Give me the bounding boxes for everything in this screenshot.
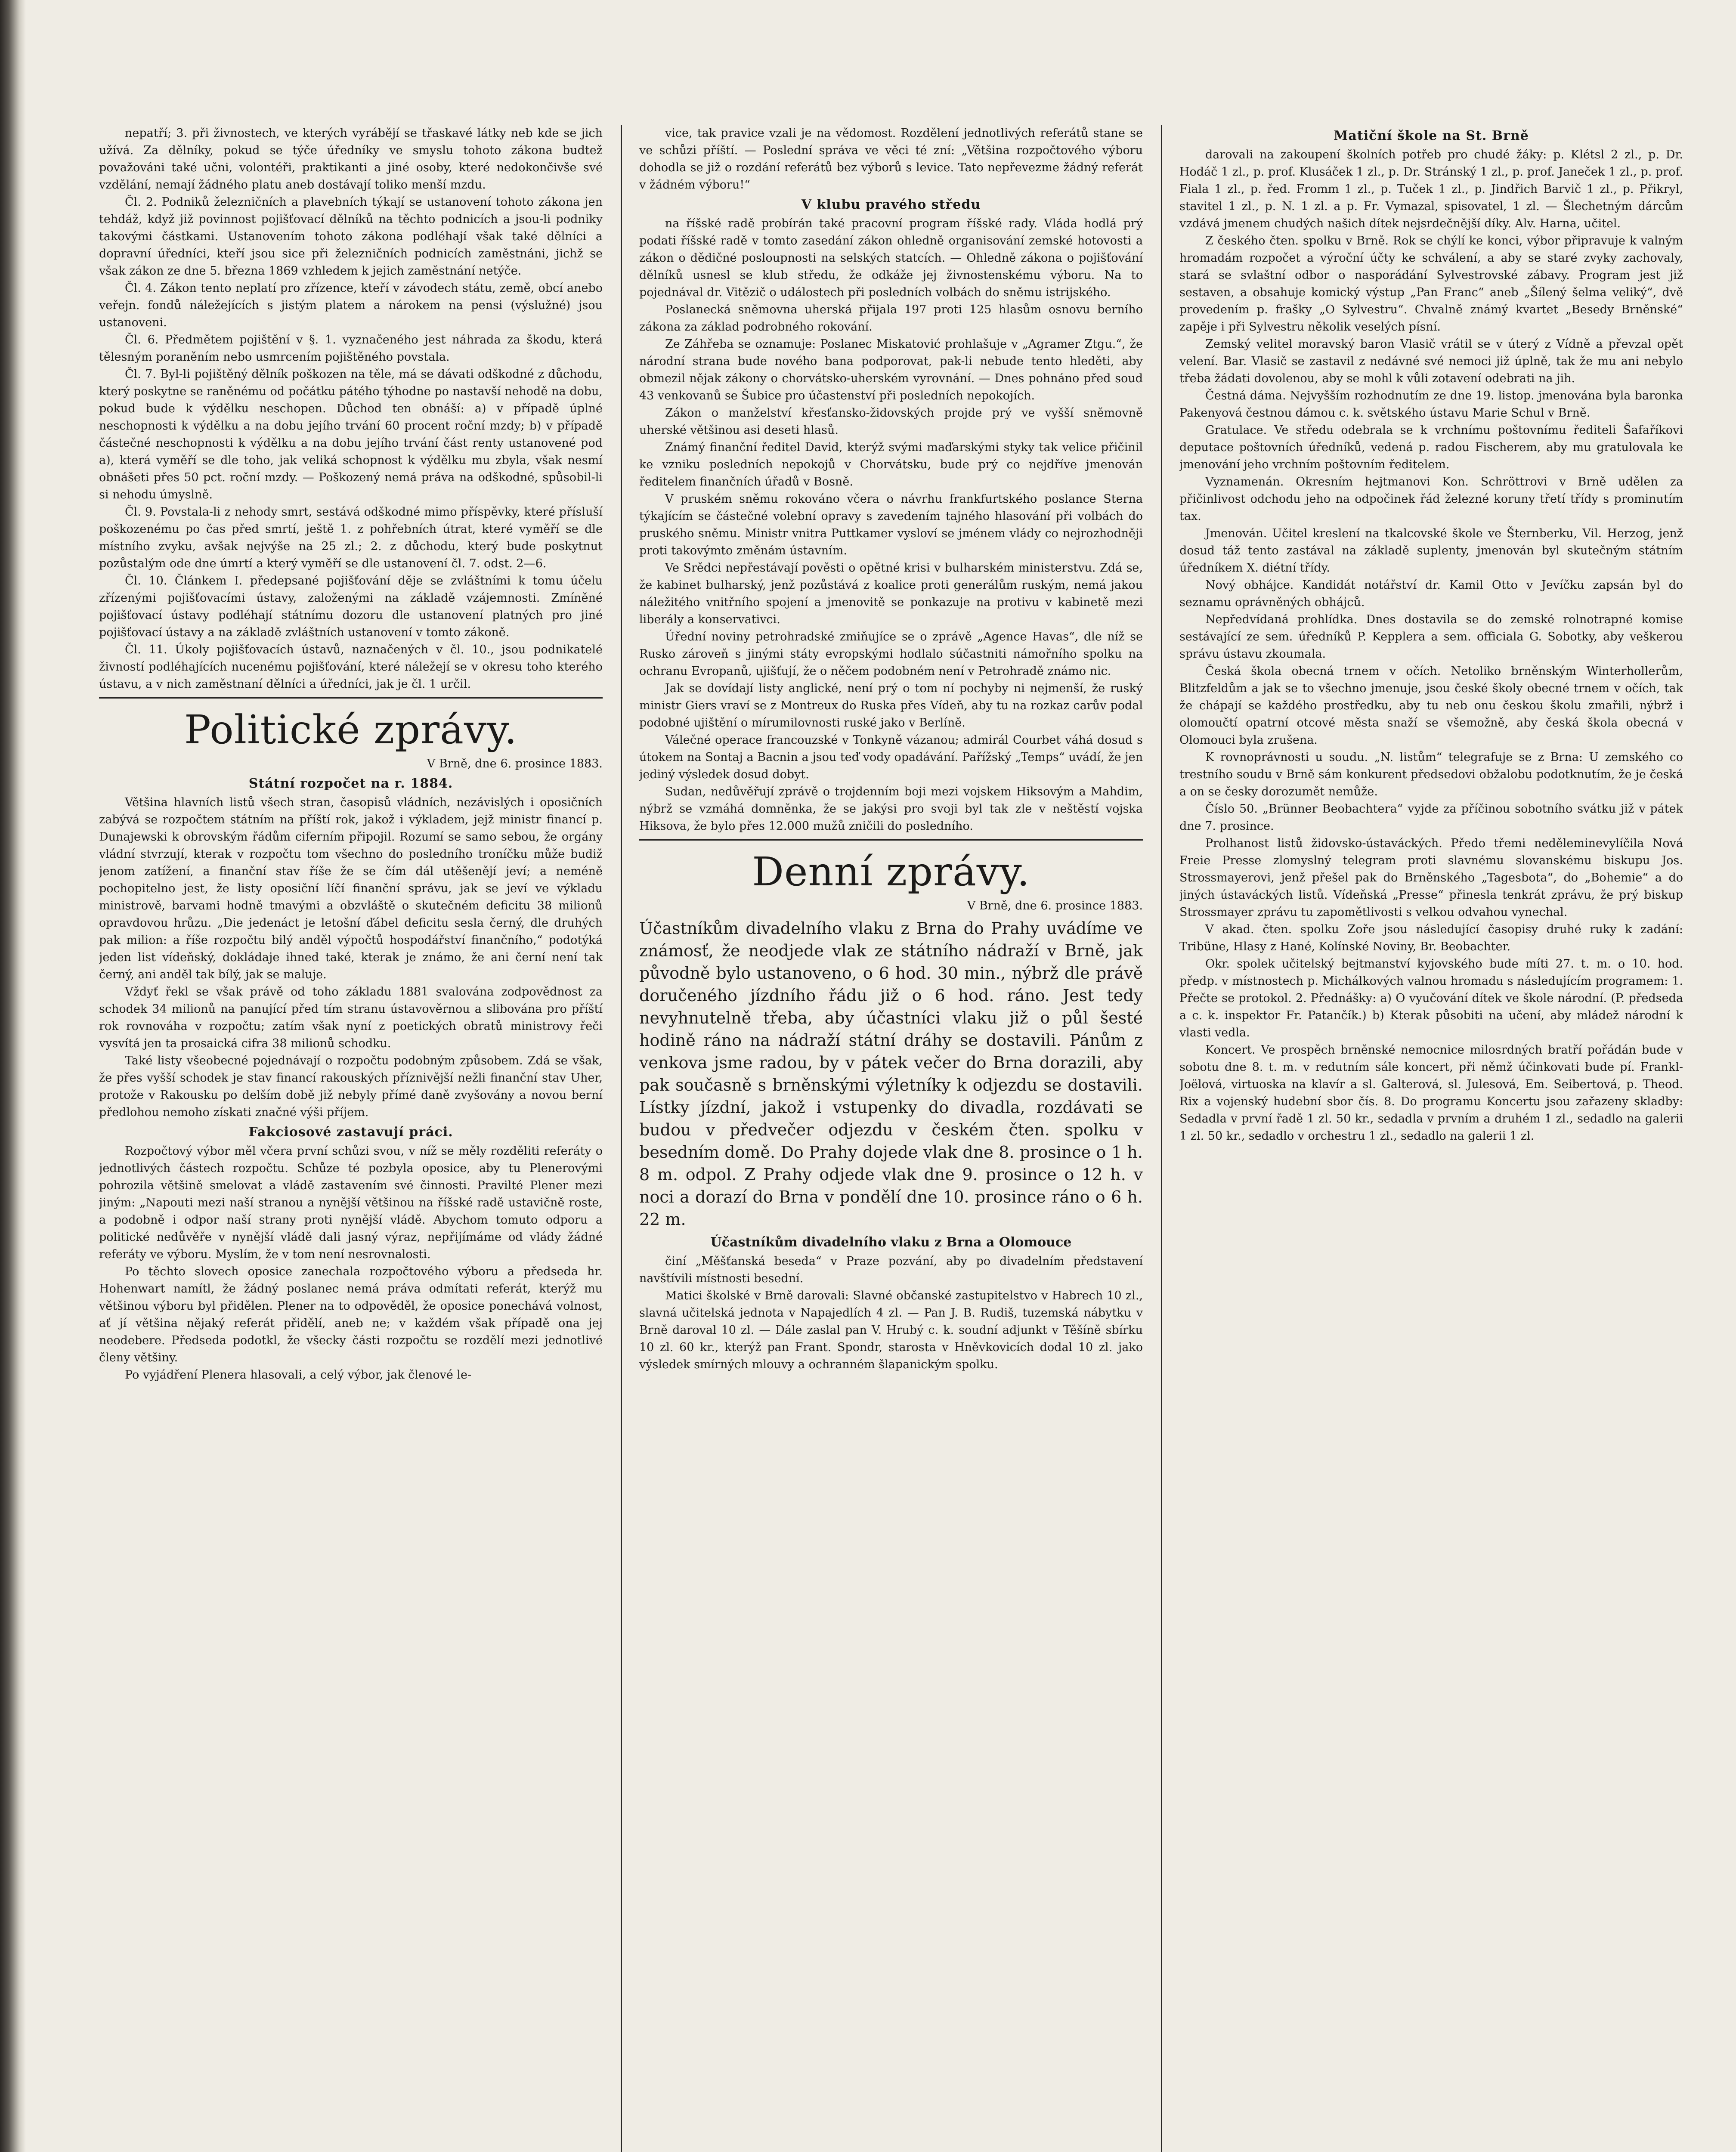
paragraph: Zemský velitel moravský baron Vlasič vrátil se v úterý z Vídně a převzal opět velení. Bar. Vlasič se zastavil z nedávné své nemoci již úplně, tak že mu ani nebylo třeba žádati dovolenou, aby se mohl k vůli zotavení odebrati na jih. (1179, 337, 1683, 385)
paragraph: Zákon o manželství křesťansko-židovských projde prý ve vyšší sněmovně uherské většinou asi deseti hlasů. (639, 406, 1143, 437)
column-1 (99, 125, 603, 2152)
paragraph: Čl. 10. Článkem I. předepsané pojišťování děje se zvláštními k tomu účelu zřízenými pojišťovacími ústavy, založenými na základě vzájemnosti. Zmíněné pojišťovací ústavy podléhají státnímu dozoru dle ustanovení platných pro jiné pojišťovací ústavy a na základě zvláštních ustanovení v tomto zákoně. (99, 574, 603, 639)
paragraph: Čl. 9. Povstala-li z nehody smrt, sestává odškodné mimo příspěvky, které přísluší poškozenému po čas před smrtí, ještě 1. z pohřebních útrat, které vyměří se dle místního zvyku, avšak nejvýše na 25 zl.; 2. z důchodu, který bude poskytnut pozůstalým ode dne úmrtí a který vyměří se dle ustanovení čl. 7. odst. 2—6. (99, 505, 603, 570)
dateline: V Brně, dne 6. prosince 1883. (967, 899, 1143, 912)
paragraph: činí „Měšťanská beseda“ v Praze pozvání, aby po divadelním představení navštívili místnosti besední. (639, 1255, 1143, 1285)
divider (639, 839, 1143, 841)
paragraph: Rozpočtový výbor měl včera první schůzi svou, v níž se měly rozděliti referáty o jednotlivých částech rozpočtu. Schůze té pozbyla oposice, aby tu Plenerovými pohrozila většině smelovat a vládě zastavením své činnosti. Pravilté Plener mezi jiným: „Napouti mezi naší stranou a nynější většinou na říšské radě ustavičně roste, a podobně i odpor naší strany proti nynější vládě. Abychom tomuto odporu a politické nedůvěře v nynější vládě dali jasný výraz, nepřijímáme od vlády žádné referáty ve výboru. Myslím, že v tom není nesrovnalosti. (99, 1144, 603, 1261)
paragraph: Prolhanost listů židovsko-ústaváckých. Předo třemi neděleminevylíčila Nová Freie Presse zlomyslný telegram proti slavnému slovanskému biskupu Jos. Strossmayerovi, jenž přešel pak do Brněnského „Tagesbota“, do „Bohemie“ a do jiných ústaváckých listů. Vídeňská „Presse“ přinesla tenkrát zprávu, že prý biskup Strossmayer zprávu tu zapomětlivosti s velkou odvahou vynechal. (1179, 837, 1683, 919)
paragraph: Vyznamenán. Okresním hejtmanovi Kon. Schröttrovi v Brně udělen za přičinlivost odchodu jeho na odpočinek řád železné koruny třetí třídy s prominutím tax. (1179, 475, 1683, 523)
paragraph: Koncert. Ve prospěch brněnské nemocnice milosrdných bratří pořádán bude v sobotu dne 8. t. m. v redutním sále koncert, při němž účinkovati bude pí. Frankl-Joëlová, virtuoska na klavír a sl. Galterová, sl. Julesová, Em. Seibertová, p. Theod. Rix a vojenský hudební sbor čís. 8. Do programu Koncertu jsou zařazeny skladby: Sedadla v první řadě 1 zl. 50 kr., sedadla v prvním a druhém 1 zl., sedadlo na galerii 1 zl. 50 kr., sedadlo v orchestru 1 zl., sedadlo na galerii 1 zl. (1179, 1043, 1683, 1143)
paragraph: Většina hlavních listů všech stran, časopisů vládních, nezávislých i oposičních zabývá se rozpočtem státním na příští rok, jakož i výkladem, jejž ministr financí p. Dunajewski k obrovským řádům ciferním připojil. Rozumí se samo sebou, že orgány vládní stvrzují, kterak v rozpočtu tom všechno do posledního troníčku může budiž jenom zatížení, a finanční stav říše že se čím dál utěšenějí jeví; a neméně pochopitelno jest, že listy oposiční líčí finanční správu, jak se jeví ve výkladu ministrově, barvami hodně tmavými a obzvláště o skutečném deficitu 38 milionů opravdovou hrůzu. „Die jedenáct je letošní ďábel deficitu sesla černý, dle druhých pak milion: a říše rozpočtu bilý anděl výpočtů hospodářství finančního,“ podotýká jeden list vídeňský, dokládaje ihned také, kterak je známo, že ani černí není tak černý, ani anděl tak bílý, jak se maluje. (99, 796, 603, 981)
paragraph: Také listy všeobecné pojednávají o rozpočtu podobným způsobem. Zdá se však, že přes vyšší schodek je stav financí rakouských příznivější nežli finanční stav Uher, protože v Rakousku po delším době již nebyly přímé daně zvyšovány a novou berní předlohou nemoho získati značné výši příjem. (99, 1054, 603, 1119)
paragraph: Ve Srědci nepřestávají pověsti o opětné krisi v bulharském ministerstvu. Zdá se, že kabinet bulharský, jenž pozůstává z koalice proti generálům ruským, nemá jakou náležitého vnitřního spojení a jmenovitě se ponkazuje na protivu v kabinetě mezi liberály a konservativci. (639, 561, 1143, 626)
paragraph: darovali na zakoupení školních potřeb pro chudé žáky: p. Klétsl 2 zl., p. Dr. Hodáč 1 zl., p. prof. Klusáček 1 zl., p. Dr. Stránský 1 zl., p. prof. Janeček 1 zl., p. prof. Fiala 1 zl., p. řed. Fromm 1 zl., p. Tuček 1 zl., p. Jindřich Barvič 1 zl., p. Přikryl, stavitel 1 zl., p. N. 1 zl. a p. Fr. Vymazal, spisovatel, 1 zl. — Šlechetným dárcům vzdává jmenem chudých našich dítek nejsrdečnější díky. Alv. Harna, učitel. (1179, 148, 1683, 230)
paragraph: Jmenován. Učitel kreslení na tkalcovské škole ve Šternberku, Vil. Herzog, jenž dosud táž tento zastával na základě suplenty, jmenován byl skutečným státním úředníkem X. diétní třídy. (1179, 527, 1683, 575)
paragraph: V pruském sněmu rokováno včera o návrhu frankfurtského poslance Sterna týkajícím se částečné volební opravy s zavedením tajného hlasování při volbách do pruského sněmu. Ministr vnitra Puttkamer vysloví se jménem vlády co nejrozhodněji proti takovýmto změnám ústavním. (639, 492, 1143, 557)
paragraph: Po těchto slovech oposice zanechala rozpočtového výboru a předseda hr. Hohenwart namítl, že žádný poslanec nemá práva odmítati referát, kterýž mu většinou výboru byl přidělen. Plener na to odpověděl, že oposice ponechává volnost, ať jí většina nějaký referát přidělí, aneb ne; v každém však případě ona jej neodebere. Předseda podotkl, že všecky části rozpočtu se rozdělí mezi jednotlivé členy většiny. (99, 1265, 603, 1364)
section-title: Denní zprávy. (752, 849, 1030, 895)
paragraph: V akad. čten. spolku Zoře jsou následující časopisy druhé ruky k zadání: Tribüne, Hlasy z Hané, Kolínské Noviny, Br. Beobachter. (1179, 923, 1683, 953)
paragraph: Sudan, nedůvěřují zprávě o trojdenním boji mezi vojskem Hiksovým a Mahdim, nýbrž se vzmáhá domněnka, že se jakýsi pro svoji byl tak zle v neštěstí vojska Hiksova, že bylo přes 12.000 mužů zničili do posledního. (639, 785, 1143, 833)
paragraph: Po vyjádření Plenera hlasovali, a celý výbor, jak členové le- (125, 1368, 472, 1382)
paragraph: Česká škola obecná trnem v očích. Netoliko brněnským Winterhollerům, Blitzfeldům a jak se to všechno jmenuje, jsou české školy obecné trnem v očích, tak že chápají se každého prostředku, aby tu neb onu českou školu zmařili, nýbrž i olomoučtí opatrní otcové města snaží se všemožně, aby česká škola obecná v Olomouci byla zrušena. (1179, 665, 1683, 747)
article-heading: Státní rozpočet na r. 1884. (248, 776, 453, 791)
paragraph: Okr. spolek učitelský bejtmanství kyjovského bude míti 27. t. m. o 10. hod. předp. v místnostech p. Michálkových valnou hromadu s následujícím programem: 1. Přečte se protokol. 2. Přednášky: a) O vyučování dítek ve škole národní. (P. předseda a c. k. inspektor Fr. Patančík.) b) Kterak působiti na učení, aby mládež národní k vlasti vedla. (1179, 957, 1683, 1039)
paragraph: Číslo 50. „Brünner Beobachtera“ vyjde za příčinou sobotního svátku již v pátek dne 7. prosince. (1179, 802, 1683, 833)
paragraph: K rovnoprávnosti u soudu. „N. listům“ telegrafuje se z Brna: U zemského co trestního soudu v Brně sám konkurent předsedovi obžalobu podotknutím, že je česká a on se česky dorozumět nemůže. (1179, 751, 1683, 798)
paragraph: Jak se dovídají listy anglické, není prý o tom ní pochyby ni nejmenší, že ruský ministr Giers vraví se z Montreux do Ruska přes Vídeň, aby tu na rozkaz carův podal podobné ujištění o mírumilovnosti ruské jako v Berlíně. (639, 682, 1143, 730)
article-heading: V klubu pravého středu (801, 197, 981, 212)
article-heading: Fakciosové zastavují práci. (248, 1125, 453, 1140)
divider (99, 697, 603, 699)
paragraph: Čl. 7. Byl-li pojištěný dělník poškozen na těle, má se dávati odškodné z důchodu, který poskytne se raněnému od počátku pátého týhodne po nastavší nehodě na dobu, pokud bude k výdělku neschopen. Důchod ten obnáší: a) v případě úplné neschopnosti k výdělku a na dobu jejího trvání 60 procent roční mzdy; b) v případě částečné neschopnosti k výdělku a na dobu jejího trvání část renty ustanovené pod a), která vyměří se dle toho, jak veliká schopnost k výdělku mu zbyla, však nesmí obnášeti přes 50 pct. roční mzdy. — Poškozený nemá práva na odškodné, spůsobil-li si nehodu úmyslně. (99, 368, 603, 501)
column-rule (1161, 125, 1162, 2152)
paragraph: Ze Záhřeba se oznamuje: Poslanec Miskatović prohlašuje v „Agramer Ztgu.“, že národní strana bude nového bana podporovat, pak-li nebude tento hleděti, aby obmezil nějak zákony o chorvátsko-uherském vyrovnání. — Dnes pohnáno před soud 43 venkovanů se Šubice pro účastenství při posledních nepokojích. (639, 337, 1143, 402)
column-3 (1179, 125, 1683, 2152)
paragraph: Z českého čten. spolku v Brně. Rok se chýlí ke konci, výbor připravuje k valným hromadám rozpočet a výroční účty ke schválení, a aby se staré zvyky zachovaly, stará se svlaštní odbor o nasporádání Sylvestrovské zábavy. Program jest již sestaven, a obsahuje komický výstup „Pan Franc“ aneb „Šílený šelma veliký“, dvě provedením p. frašky „O Sylvestru“. Chvalně známý kvartet „Besedy Brněnské“ zapěje i při Sylvestru několik veselých písní. (1179, 234, 1683, 334)
paragraph: Čestná dáma. Nejvyšším rozhodnutím ze dne 19. listop. jmenována byla baronka Pakenyová čestnou dámou c. k. světského ústavu Marie Schul v Brně. (1179, 389, 1683, 420)
dateline: V Brně, dne 6. prosince 1883. (427, 757, 603, 770)
paragraph: vice, tak pravice vzali je na vědomost. Rozdělení jednotlivých referátů stane se ve schůzi příští. — Poslední správa ve věci té zní: „Většina rozpočtového výboru dohodla se již o rozdání referátů bez výborů s levice. Tato nepřevezme žádný referát v žádném výboru!“ (639, 127, 1143, 192)
column-rule (621, 125, 622, 2152)
paragraph: Matici školské v Brně darovali: Slavné občanské zastupitelstvo v Habrech 10 zl., slavná učitelská jednota v Napajedlích 4 zl. — Pan J. B. Rudiš, tuzemská nábytku v Brně daroval 10 zl. — Dále zaslal pan V. Hrubý c. k. soudní adjunkt v Těšíně sbírku 10 zl. 60 kr., kterýž pan Frant. Spondr, starosta v Hněvkovicích dodal 10 zl. jako výsledek smírných mlouvy a ochranném šlapanickým spolku. (639, 1289, 1143, 1371)
paragraph: Čl. 2. Podniků železničních a plavebních týkají se ustanovení tohoto zákona jen tehdáž, když již povinnost pojišťovací dělníků na těchto podnicích a jsou-li podniky takovými částkami. Ustanovením tohoto zákona podléhají však také dělníci a dopravní úředníci, kteří jsou sice při železničních podnicích zaměstnáni, jichž se však zákon ze dne 5. března 1869 vzhledem k jejich zaměstnání netýče. (99, 195, 603, 278)
paragraph: Poslanecká sněmovna uherská přijala 197 proti 125 hlasům osnovu berního zákona za základ podrobného rokování. (639, 303, 1143, 334)
newspaper-page (99, 125, 1692, 2152)
section-title: Politické zprávy. (184, 707, 517, 753)
paragraph: Válečné operace francouzské v Tonkyně vázanou; admirál Courbet váhá dosud s útokem na Sontaj a Bacnin a jsou teď vody opadávání. Pařížský „Temps“ uvádí, že jen jediný výsledek dosud dobyt. (639, 733, 1143, 781)
train-notice: Účastníkům divadelního vlaku z Brna do Prahy uvádíme ve známosť, že neodjede vlak ze státního nádraží v Brně, jak původně bylo ustanoveno, o 6 hod. 30 min., nýbrž dle právě doručeného jízdního řádu již o 6 hod. ráno. Jest tedy nevyhnutelně třeba, aby účastníci vlaku již o půl šesté hodině ráno na nádraží státní dráhy se dostavili. Pánům z venkova jsme radou, by v pátek večer do Brna dorazili, aby pak současně s brněnskými výletníky k odjezdu se dostavili. Lístky jízdní, jakož i vstupenky do divadla, rozdávati se budou v předvečer odjezdu v českém čten. spolku v besedním domě. Do Prahy dojede vlak dne 8. prosince o 1 h. 8 m. odpol. Z Prahy odjede vlak dne 9. prosince o 12 h. v noci a dorazí do Brna v pondělí dne 10. prosince ráno o 6 h. 22 m. (639, 919, 1143, 1229)
paragraph: Úřední noviny petrohradské zmiňujíce se o zprávě „Agence Havas“, dle níž se Rusko zároveň s jinými státy evropskými hodlalo súčastniti námořního spolku na ochranu Evropanů, ujišťují, že o něčem podobném není v Petrohradě známo nic. (639, 630, 1143, 678)
page-edge-shadow (0, 0, 26, 2152)
paragraph: Nepředvídaná prohlídka. Dnes dostavila se do zemské rolnotrapné komise sestávající ze sem. úředníků P. Kepplera a sem. officiala G. Sobotky, aby veškerou správu ústavu zkoumala. (1179, 613, 1683, 661)
paragraph: Nový obhájce. Kandidát notářství dr. Kamil Otto v Jevíčku zapsán byl do seznamu oprávněných obhájců. (1179, 578, 1683, 609)
paragraph: Čl. 6. Předmětem pojištění v §. 1. vyznačeného jest náhrada za škodu, která tělesným poraněním nebo usmrcením pojištěného povstala. (99, 333, 603, 364)
paragraph: Vždyť řekl se však právě od toho základu 1881 svalována zodpovědnost za schodek 34 milionů na panující před tím stranu ústavověrnou a slibována pro příští rok rovnováha v rozpočtu; zatím však nyní z poetických obratů ministrovy řeči vysvítá jen ta prosaická cifra 38 milionů schodku. (99, 985, 603, 1050)
paragraph: na říšské radě probírán také pracovní program říšské rady. Vláda hodlá prý podati říšské radě v tomto zasedání zákon ohledně organisování zemské hotovosti a zákon o dědičné posloupnosti na selských statcích. — Ohledně zákona o pojišťování dělníků usnesl se klub středu, že odkáže jej živnostenskému výboru. Na to pojednával dr. Vitězič o událostech při posledních volbách do sněmu istrijského. (639, 217, 1143, 299)
paragraph: Čl. 4. Zákon tento neplatí pro zřízence, kteří v závodech státu, země, obcí anebo veřejn. fondů náležejících s jistým platem a nárokem na pensi (výslužné) jsou ustanoveni. (99, 281, 603, 329)
article-heading: Matiční škole na St. Brně (1334, 128, 1529, 143)
article-heading: Účastníkům divadelního vlaku z Brna a Olomouce (710, 1235, 1072, 1250)
column-2 (639, 125, 1143, 2152)
paragraph: nepatří; 3. při živnostech, ve kterých vyrábějí se třaskavé látky neb kde se jich užívá. Za dělníky, pokud se týče úředníky ve smyslu tohoto zákona budtež považováni také učni, volontéři, praktikanti a jiné osoby, které nedokončivše své vzdělání, nemají žádného platu aneb dostávají toliko menší mzdu. (99, 127, 603, 192)
paragraph: Známý finanční ředitel David, kterýž svými maďarskými styky tak velice přičinil ke vzniku posledních nepokojů v Chorvátsku, bude prý co nejdříve jmenován ředitelem finančních úřadů v Bosně. (639, 441, 1143, 489)
paragraph: Čl. 11. Úkoly pojišťovacích ústavů, naznačených v čl. 10., jsou podnikatelé živností podléhajících nucenému pojišťování, které náležejí se v okresu toho kterého ústavu, a v nich zaměstnaní dělníci a úředníci, jak je čl. 1 určil. (99, 643, 603, 691)
paragraph: Gratulace. Ve středu odebrala se k vrchnímu poštovnímu řediteli Šafaříkovi deputace poštovních úředníků, vedená p. radou Fischerem, aby mu gratulovala ke jmenování jeho vrchním poštovním ředitelem. (1179, 424, 1683, 471)
